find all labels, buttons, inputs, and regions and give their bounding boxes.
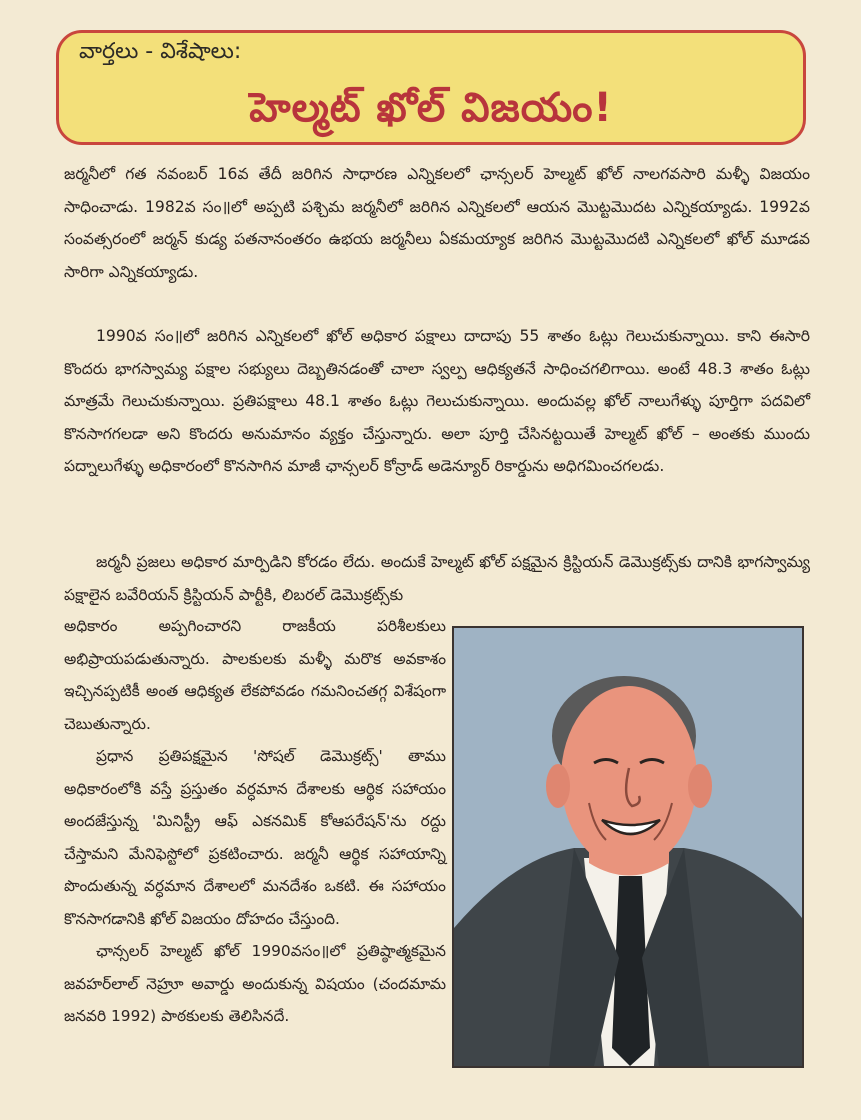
face — [561, 686, 697, 870]
article-headline: హెల్మట్ ఖోల్ విజయం! — [249, 85, 613, 131]
paragraph-3-rest: అధికారం అప్పగించారని రాజకీయ పరిశీలకులు అభిప్రాయపడుతున్నారు. పాలకులకు మళ్ళీ మరొక అవకాశం ఇచ్చినప్పటికీ అంత ఆధిక్యత లేకపోవడం గమనించతగ్గ విశేషంగా చెబుతున్నారు. — [64, 617, 446, 733]
paragraph-4: ప్రధాన ప్రతిపక్షమైన 'సోషల్ డెమొక్రట్స్' తాము అధికారంలోకి వస్తే ప్రస్తుతం వర్ధమాన దేశాలకు ఆర్థిక సహాయం అందజేస్తున్న 'మినిస్ట్రీ ఆఫ్ ఎకనమిక్ కోఆపరేషన్'ను రద్దు చేస్తామని మేనిఫెస్టోలో ప్రకటించారు. జర్మనీ ఆర్థిక సహాయాన్ని పొందుతున్న వర్ధమాన దేశాలలో మనదేశం ఒకటి. ఈ సహాయం కొనసాగడానికి ఖోల్ విజయం దోహదం చేస్తుంది. — [64, 747, 446, 928]
section-kicker: వార్తలు - విశేషాలు: — [79, 39, 242, 64]
ear-left — [546, 764, 570, 808]
title-banner — [56, 30, 806, 145]
paragraph-2: 1990వ సం॥లో జరిగిన ఎన్నికలలో ఖోల్ అధికార పక్షాలు దాదాపు 55 శాతం ఓట్లు గెలుచుకున్నాయి. కాని ఈసారి కొందరు భాగస్వామ్య పక్షాల సభ్యులు దెబ్బతినడంతో చాలా స్వల్ప ఆధిక్యతనే సాధించగలిగాయి. అంటే 48.3 శాతం ఓట్లు మాత్రమే గెలుచుకున్నాయి. ప్రతిపక్షాలు 48.1 శాతం ఓట్లు గెలుచుకున్నాయి. అందువల్ల ఖోల్ నాలుగేళ్ళు పూర్తిగా పదవిలో కొనసాగగలడా అని కొందరు అనుమానం వ్యక్తం చేస్తున్నారు. అలా పూర్తి చేసినట్టయితే హెల్మట్ ఖోల్ – అంతకు ముందు పద్నాలుగేళ్ళు అధికారంలో కొనసాగిన మాజీ ఛాన్సలర్ కోన్రాడ్ అడెన్యూర్ రికార్డును అధిగమించగలడు. — [64, 327, 810, 475]
portrait-illustration — [452, 626, 804, 1068]
paragraph-5: ఛాన్సలర్ హెల్మట్ ఖోల్ 1990వసం॥లో ప్రతిష్ఠాత్మకమైన జవహర్‌లాల్ నెహ్రూ అవార్డు అందుకున్న విషయం (చందమామ జనవరి 1992) పాఠకులకు తెలిసినదే. — [64, 942, 446, 1025]
paragraph-3-start: జర్మనీ ప్రజలు అధికార మార్పిడిని కోరడం లేదు. అందుకే హెల్మట్ ఖోల్ పక్షమైన క్రిస్టియన్ డెమొక్రట్స్‌కు దానికి భాగస్వామ్య పక్షాలైన బవేరియన్ క్రిస్టియన్ పార్టీకి, లిబరల్ డెమొక్రట్స్‌కు — [64, 553, 810, 604]
paragraph-1: జర్మనీలో గత నవంబర్ 16వ తేదీ జరిగిన సాధారణ ఎన్నికలలో ఛాన్సలర్ హెల్మట్ ఖోల్ నాలగవసారి మళ్ళీ విజయం సాధించాడు. 1982వ సం॥లో అప్పటి పశ్చిమ జర్మనీలో జరిగిన ఎన్నికలలో ఆయన మొట్టమొదట ఎన్నికయ్యాడు. 1992వ సంవత్సరంలో జర్మన్ కుడ్య పతనానంతరం ఉభయ జర్మనీలు ఏకమయ్యాక జరిగిన మొట్టమొదటి ఎన్నికలలో ఖోల్ మూడవ సారిగా ఎన్నికయ్యాడు. — [64, 165, 810, 281]
portrait-svg — [454, 628, 802, 1066]
ear-right — [688, 764, 712, 808]
left-column-text — [64, 610, 446, 1033]
